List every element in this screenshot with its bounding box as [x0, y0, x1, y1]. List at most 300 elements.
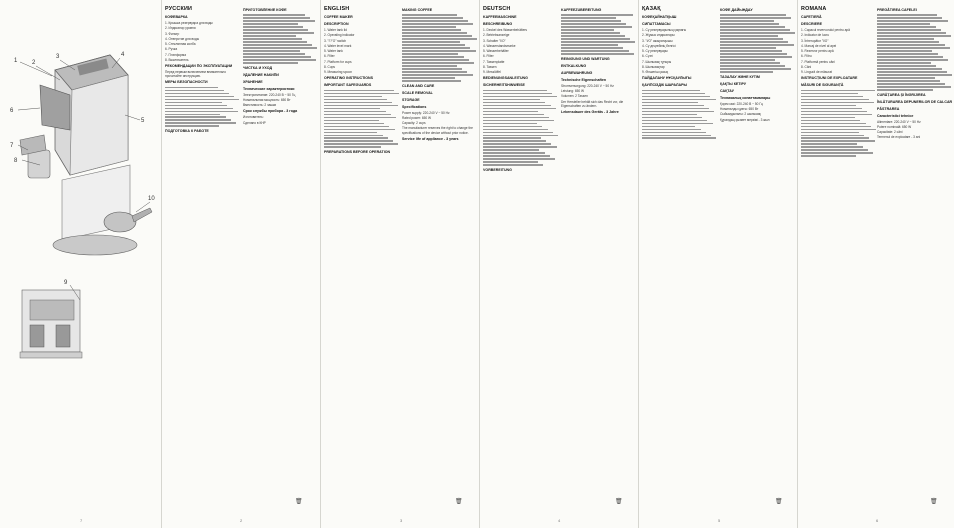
text-line-stroke: [877, 23, 930, 25]
heading: СИПАТТАМАСЫ: [642, 22, 671, 26]
disposal-bin-icon: 🗑: [295, 499, 303, 505]
text-line-stroke: [642, 129, 701, 131]
column-kz-1: [642, 6, 718, 511]
heading: CURĂȚAREA ȘI ÎNGRIJIREA: [877, 92, 926, 97]
text-line-stroke: [801, 114, 872, 116]
text-line: Rated power: 650 W: [402, 115, 432, 120]
text-line-stroke: [402, 23, 473, 25]
text-line-stroke: [243, 20, 315, 22]
text-line-stroke: [402, 65, 457, 67]
text-line-stroke: [165, 108, 233, 110]
text-line: Перед первым включением внимательно прочитайте инструкцию.: [165, 70, 227, 79]
text-line-stroke: [720, 50, 782, 52]
text-line-stroke: [642, 111, 714, 113]
body-text-block: [402, 14, 478, 81]
text-line-stroke: [402, 35, 472, 37]
page-number: 6: [876, 518, 879, 523]
text-line-stroke: [243, 56, 311, 58]
text-line: 3. Фильтр: [165, 31, 180, 36]
heading: KAFFEEMASCHINE: [483, 15, 517, 19]
text-line-stroke: [720, 17, 791, 19]
text-line: 2. Operating indicator: [324, 33, 355, 38]
text-line-stroke: [402, 59, 469, 61]
text-line-stroke: [801, 137, 869, 139]
heading: ХРАНЕНИЕ: [243, 79, 263, 84]
text-line-stroke: [877, 44, 945, 46]
text-line-stroke: [801, 126, 871, 128]
text-line-stroke: [165, 99, 239, 101]
text-line: Capacitate: 2 căni: [877, 130, 903, 135]
fold-line: [479, 0, 480, 528]
text-line: Termenul de exploatare - 3 ani: [877, 135, 921, 140]
section-title: ENGLISH: [324, 6, 350, 12]
text-line-stroke: [243, 41, 307, 43]
text-line-stroke: [877, 20, 948, 22]
text-line-stroke: [402, 26, 456, 28]
text-line-stroke: [720, 53, 787, 55]
text-line-stroke: [801, 140, 875, 142]
heading: Technische Eigenschaften: [561, 77, 607, 82]
text-line-stroke: [561, 17, 616, 19]
text-line-stroke: [324, 140, 393, 142]
text-line: 9. Measuring spoon: [324, 70, 352, 75]
coffee-maker-illustration: [0, 0, 160, 528]
text-line-stroke: [243, 14, 305, 16]
heading: BESCHREIBUNG: [483, 22, 513, 26]
text-line-stroke: [642, 123, 713, 125]
text-line-stroke: [561, 23, 626, 25]
text-line-stroke: [402, 29, 461, 31]
text-line-stroke: [801, 90, 875, 92]
text-line-stroke: [642, 120, 707, 122]
heading: УДАЛЕНИЕ НАКИПИ: [243, 72, 279, 77]
text-line: 8. Cups: [324, 64, 335, 69]
text-line: 8. Căni: [801, 64, 812, 69]
text-line-stroke: [720, 20, 774, 22]
text-line: 1. Крышка резервуара для воды: [165, 21, 213, 25]
text-line-stroke: [165, 105, 227, 107]
text-line: 9. Messlöffel: [483, 70, 501, 75]
text-line-stroke: [801, 105, 856, 107]
text-line-stroke: [561, 35, 625, 37]
text-line-stroke: [720, 47, 776, 49]
text-line-stroke: [324, 96, 382, 98]
text-line: Putere nominală: 650 W: [877, 124, 912, 129]
text-line-stroke: [324, 93, 399, 95]
heading: DESCRIPTION: [324, 22, 349, 26]
text-line-stroke: [642, 90, 700, 92]
text-line-stroke: [402, 80, 461, 82]
text-line-stroke: [877, 80, 940, 82]
text-line-stroke: [877, 86, 951, 88]
heading: ENTKALKUNG: [561, 63, 587, 68]
heading: ТАЗАЛАУ ЖӘНЕ КҮТІМ: [720, 74, 760, 79]
text-line: 3. "I"/"O" switch: [324, 38, 347, 43]
page-number: 5: [718, 518, 721, 523]
text-line-stroke: [801, 108, 862, 110]
text-line-stroke: [483, 152, 545, 154]
text-line-stroke: [243, 50, 300, 52]
fold-line: [320, 0, 321, 528]
text-line: 5. Wasserbehälter: [483, 49, 509, 54]
text-line-stroke: [877, 56, 943, 58]
heading: OPERATING INSTRUCTIONS: [324, 76, 374, 81]
text-line: The manufacturer reserves the right to change the specifications of the device without prior notice.: [402, 126, 473, 135]
text-line: 7. Шыныаяқ тұғыры: [642, 59, 672, 64]
text-line: Вместимость: 2 чашки: [243, 103, 277, 108]
heading: Service life of appliance - 3 years: [402, 136, 459, 141]
text-line-stroke: [402, 74, 473, 76]
text-line-stroke: [402, 17, 463, 19]
text-line: Stromversorgung: 220-240 V ~ 50 Hz: [561, 83, 614, 88]
text-line-stroke: [877, 41, 939, 43]
text-line-stroke: [324, 102, 392, 104]
text-line: 5. Су резервуары: [642, 49, 668, 54]
text-line-stroke: [243, 47, 317, 49]
text-line-stroke: [483, 90, 547, 92]
text-line: 6. Filter: [483, 54, 494, 59]
text-line-stroke: [483, 143, 551, 145]
text-line: Volumen: 2 Tassen: [561, 94, 588, 99]
text-line: 4. Wasserstandsmarke: [483, 43, 516, 48]
text-line: 7. Platformă pentru căni: [801, 59, 835, 64]
text-line-stroke: [324, 137, 388, 139]
text-line-stroke: [165, 96, 234, 98]
column-de-1: [483, 6, 559, 511]
text-line-stroke: [877, 26, 936, 28]
text-line: Power supply: 220-240 V ~ 50 Hz: [402, 110, 450, 115]
text-line-stroke: [720, 65, 785, 67]
text-line-stroke: [877, 47, 950, 49]
text-line: 1. Су резервуарының қақпағы: [642, 28, 687, 32]
text-line-stroke: [483, 96, 557, 98]
column-de-2: [561, 6, 637, 511]
body-text-block: [243, 14, 319, 63]
text-line: 2. Indicator de lucru: [801, 33, 829, 38]
text-line-stroke: [402, 32, 467, 34]
body-text-block: [165, 87, 241, 127]
heading: КОФЕВАРКА: [165, 15, 188, 19]
text-line: 4. Су деңгейінің белгісі: [642, 43, 676, 48]
text-line-stroke: [720, 41, 788, 43]
heading: PĂSTRAREA: [877, 106, 900, 111]
text-line-stroke: [877, 59, 948, 61]
text-line-stroke: [243, 35, 296, 37]
text-line-stroke: [324, 143, 398, 145]
heading: REINIGUNG UND WARTUNG: [561, 56, 610, 61]
text-line: 5. Стеклянная колба: [165, 42, 196, 47]
callout-1: 1: [14, 58, 18, 64]
text-line: Құралдың қызмет мерзімі - 3 жыл: [720, 117, 770, 122]
text-line: 6. Сүзгі: [642, 54, 653, 59]
heading: CLEAN AND CARE: [402, 83, 435, 88]
column-ro-2: [877, 6, 953, 511]
text-line-stroke: [165, 116, 226, 118]
text-line-stroke: [801, 96, 863, 98]
page-number: 4: [558, 518, 561, 523]
text-line-stroke: [243, 23, 298, 25]
text-line: Изготовитель:: [243, 115, 264, 120]
heading: Технические характеристики: [243, 86, 295, 91]
text-line-stroke: [402, 38, 477, 40]
text-line-stroke: [801, 123, 866, 125]
text-line-stroke: [720, 38, 783, 40]
text-line-stroke: [561, 47, 623, 49]
text-line: Қорек көзі: 220-240 В ~ 50 Гц: [720, 101, 763, 106]
text-line: 1. Deckel des Wasserbehälters: [483, 28, 527, 32]
callout-5: 5: [141, 118, 145, 124]
text-line-stroke: [642, 137, 716, 139]
text-line-stroke: [801, 120, 860, 122]
text-line: Электропитание: 220-240 В ~ 50 Гц: [243, 92, 296, 97]
heading: AUFBEWAHRUNG: [561, 70, 593, 75]
text-line-stroke: [483, 149, 539, 151]
text-line: 9. Өлшегіш қасық: [642, 70, 668, 75]
text-line-stroke: [243, 38, 302, 40]
heading: COFFEE MAKER: [324, 15, 353, 19]
heading: STORAGE: [402, 97, 420, 102]
callout-4: 4: [121, 52, 125, 58]
heading: PREGĂTIREA CAFELEI: [877, 8, 917, 12]
text-line-stroke: [402, 68, 462, 70]
text-line-stroke: [642, 105, 704, 107]
text-line: Capacity: 2 cups: [402, 121, 426, 126]
text-line-stroke: [165, 122, 236, 124]
text-line-stroke: [402, 71, 467, 73]
text-line-stroke: [483, 120, 554, 122]
text-line-stroke: [720, 68, 791, 70]
fold-line: [638, 0, 639, 528]
column-en-2: [402, 6, 478, 511]
text-line-stroke: [561, 50, 629, 52]
body-text-block: [324, 90, 400, 148]
text-line-stroke: [483, 123, 537, 125]
heading: ЧИСТКА И УХОД: [243, 65, 273, 70]
heading: РЕКОМЕНДАЦИИ ПО ЭКСПЛУАТАЦИИ: [165, 64, 233, 69]
text-line-stroke: [324, 108, 380, 110]
text-line-stroke: [642, 99, 716, 101]
section-title: DEUTSCH: [483, 6, 511, 12]
text-line-stroke: [483, 135, 558, 137]
text-line: 6. Filtru: [801, 54, 812, 59]
text-line-stroke: [720, 44, 794, 46]
text-line-stroke: [165, 87, 218, 89]
text-line-stroke: [165, 93, 229, 95]
text-line-stroke: [877, 32, 946, 34]
text-line-stroke: [877, 35, 951, 37]
text-line: 2. Жұмыс индикаторы: [642, 33, 675, 38]
text-line: 4. Отверстие для воды: [165, 36, 200, 41]
text-line-stroke: [324, 123, 384, 125]
text-line-stroke: [402, 56, 464, 58]
heading: МЕРЫ БЕЗОПАСНОСТИ: [165, 80, 208, 85]
text-line-stroke: [801, 117, 855, 119]
text-line-stroke: [243, 44, 312, 46]
text-line: 8. Выключатель: [165, 57, 189, 62]
text-line-stroke: [561, 20, 621, 22]
text-line-stroke: [324, 90, 394, 92]
text-line-stroke: [877, 77, 935, 79]
text-line: 6. Filter: [324, 54, 335, 59]
text-line-stroke: [483, 105, 551, 107]
text-line-stroke: [483, 126, 542, 128]
body-text-block: [720, 14, 796, 72]
text-line: Alimentare: 220-240 V ~ 50 Hz: [877, 119, 921, 124]
heading: САҚТАУ: [720, 88, 734, 93]
heading: КОФЕҚАЙНАТҚЫШ: [642, 15, 677, 19]
text-line-stroke: [801, 143, 857, 145]
text-line-stroke: [402, 41, 460, 43]
text-line: 7. Platform for cups: [324, 59, 352, 64]
text-line-stroke: [402, 50, 476, 52]
text-line-stroke: [877, 53, 938, 55]
text-line-stroke: [483, 108, 556, 110]
text-line-stroke: [483, 155, 550, 157]
callout-10: 10: [148, 196, 155, 202]
text-line-stroke: [165, 102, 222, 104]
section-title: ҚАЗАҚ: [642, 6, 661, 12]
text-line-stroke: [165, 125, 219, 127]
text-line-stroke: [324, 146, 381, 148]
text-line-stroke: [877, 38, 934, 40]
text-line: 1. Water tank lid: [324, 28, 347, 32]
heading: Specifications: [402, 104, 427, 109]
text-line: 5. Rezervor pentru apă: [801, 49, 834, 54]
text-line: 3. "I/O" ажыратқышы: [642, 38, 673, 43]
text-line-stroke: [720, 35, 778, 37]
text-line-stroke: [483, 129, 548, 131]
text-line-stroke: [483, 164, 543, 166]
text-line-stroke: [642, 135, 711, 137]
text-line-stroke: [483, 146, 557, 148]
text-line-stroke: [642, 102, 698, 104]
text-line-stroke: [165, 119, 231, 121]
text-line: 3. Întrerupător "I/O": [801, 38, 829, 43]
text-line: Сыйымдылығы: 2 шыныаяқ: [720, 112, 761, 117]
text-line-stroke: [720, 56, 792, 58]
cups-drawing: [20, 290, 82, 358]
text-line: 4. Water level mark: [324, 43, 352, 48]
text-line: Der Hersteller behält sich das Recht vor, die Eigenschaften zu ändern.: [561, 99, 624, 108]
heading: MAKING COFFEE: [402, 8, 433, 12]
text-line-stroke: [243, 29, 308, 31]
text-line-stroke: [561, 14, 633, 16]
text-line-stroke: [877, 65, 936, 67]
heading: VORBEREITUNG: [483, 167, 512, 172]
heading: SICHERHEITSHINWEISE: [483, 83, 525, 88]
text-line-stroke: [243, 26, 303, 28]
callout-3: 3: [56, 54, 60, 60]
text-line-stroke: [483, 99, 540, 101]
body-text-block: [642, 90, 718, 139]
text-line-stroke: [877, 71, 947, 73]
heading: ҚАҚТЫ КЕТІРУ: [720, 81, 747, 86]
text-line-stroke: [561, 41, 635, 43]
text-line-stroke: [324, 111, 386, 113]
text-line-stroke: [483, 158, 555, 160]
text-line-stroke: [642, 117, 702, 119]
text-line-stroke: [324, 120, 379, 122]
callout-6: 6: [10, 108, 14, 114]
text-line: 2. Индикатор уровня: [165, 26, 196, 31]
heading: Lebensdauer des Geräts - 3 Jahre: [561, 109, 619, 114]
text-line-stroke: [324, 135, 383, 137]
disposal-bin-icon: 🗑: [930, 499, 938, 505]
section-title: ROMÂNĂ: [801, 6, 827, 12]
text-line-stroke: [801, 111, 867, 113]
callout-2: 2: [32, 60, 36, 66]
text-line: 7. Tassenplatte: [483, 59, 505, 64]
text-line-stroke: [483, 93, 552, 95]
body-text-block: [801, 90, 877, 157]
text-line-stroke: [243, 32, 314, 34]
text-line: Номиналды қуаты: 650 Вт: [720, 106, 759, 111]
text-line-stroke: [165, 111, 238, 113]
heading: ПРИГОТОВЛЕНИЕ КОФЕ: [243, 8, 287, 12]
heading: ÎNLĂTURAREA DEPUNERILOR DE CALCAR: [877, 99, 953, 104]
text-line-stroke: [243, 62, 298, 64]
text-line-stroke: [801, 132, 859, 134]
text-line-stroke: [877, 68, 942, 70]
text-line-stroke: [483, 140, 546, 142]
body-text-block: [877, 14, 953, 90]
heading: INSTRUCȚIUNI DE EXPLOATARE: [801, 76, 858, 81]
text-line-stroke: [720, 29, 790, 31]
text-line-stroke: [483, 132, 553, 134]
heading: ПАЙДАЛАНУ НҰСҚАУЛЫҒЫ: [642, 76, 692, 81]
text-line-stroke: [877, 83, 945, 85]
disposal-bin-icon: 🗑: [775, 499, 783, 505]
text-line-stroke: [483, 137, 541, 139]
heading: ҚАУІПСІЗДІК ШАРАЛАРЫ: [642, 83, 688, 88]
text-line: 9. Lingură de măsurat: [801, 70, 833, 75]
text-line-stroke: [402, 44, 465, 46]
text-line-stroke: [720, 62, 780, 64]
text-line-stroke: [561, 29, 614, 31]
text-line-stroke: [642, 132, 706, 134]
text-line-stroke: [801, 149, 868, 151]
text-line: 5. Water tank: [324, 49, 343, 54]
text-line-stroke: [561, 38, 630, 40]
disposal-bin-icon: 🗑: [455, 499, 463, 505]
text-line-stroke: [801, 93, 858, 95]
text-line-stroke: [801, 152, 873, 154]
text-line-stroke: [561, 26, 632, 28]
heading: MĂSURI DE SIGURANȚĂ: [801, 83, 844, 88]
heading: Caracteristici tehnice: [877, 113, 914, 118]
text-line: 3. Schalter "I/O": [483, 38, 506, 43]
text-line: 7. Платформа: [165, 52, 186, 57]
page-number: 2: [240, 518, 243, 523]
text-line-stroke: [720, 59, 775, 61]
text-line-stroke: [801, 129, 876, 131]
fold-line: [161, 0, 162, 528]
text-line-stroke: [801, 135, 864, 137]
text-line-stroke: [324, 114, 391, 116]
text-line-stroke: [324, 129, 395, 131]
text-line-stroke: [165, 90, 224, 92]
text-line-stroke: [877, 17, 942, 19]
heading: CAFETIERĂ: [801, 15, 822, 19]
disposal-bin-icon: 🗑: [615, 499, 623, 505]
text-line-stroke: [877, 62, 931, 64]
text-line: Номинальная мощность: 650 Вт: [243, 98, 291, 103]
text-line-stroke: [720, 32, 795, 34]
heading: ПОДГОТОВКА К РАБОТЕ: [165, 129, 209, 134]
text-line-stroke: [243, 53, 305, 55]
heading: SCALE REMOVAL: [402, 90, 433, 95]
text-line: 1. Capacul rezervorului pentru apă: [801, 28, 850, 32]
